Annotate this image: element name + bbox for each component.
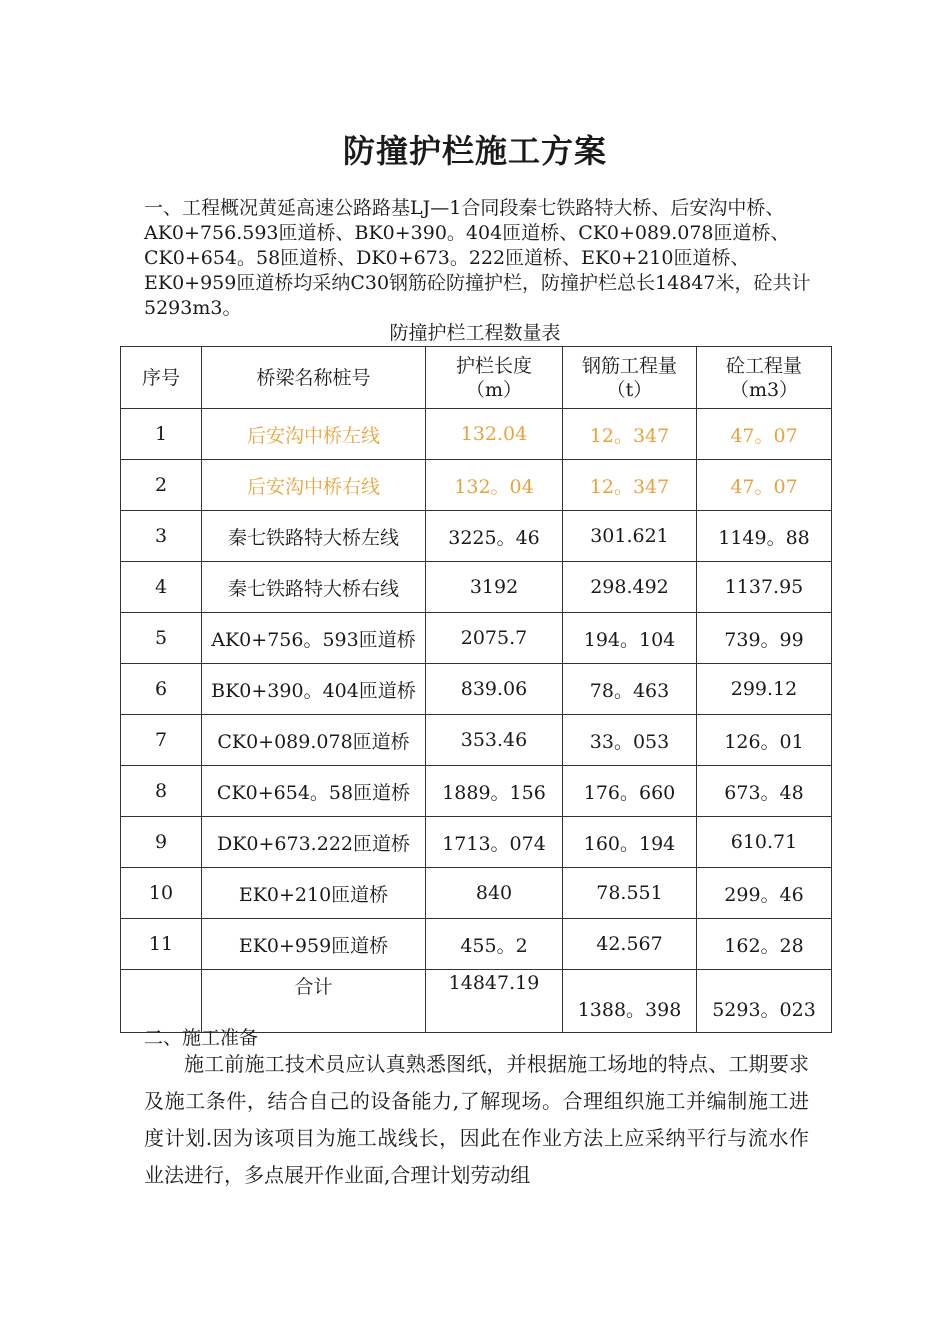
cell-concrete: 299.12 — [697, 664, 832, 715]
page-title: 防撞护栏施工方案 — [342, 132, 607, 170]
header-concrete-text: 砼工程量（m3） — [725, 354, 802, 401]
header-bridge-name: 桥梁名称桩号 — [202, 347, 426, 409]
cell-length: 3192 — [426, 562, 563, 613]
cell-steel: 78。463 — [563, 664, 697, 715]
table-row — [121, 868, 832, 919]
cell-concrete: 673。48 — [697, 766, 832, 817]
preparation-paragraph: 施工前施工技术员应认真熟悉图纸，并根据施工场地的特点、工期要求及施工条件，结合自己的设备能力,了解现场。合理组织施工并编制施工进度计划.因为该项目为施工战线长，因此在作业方法上应采纳平行与流水作业法进行，多点展开作业面,合理计划劳动组 — [144, 1052, 809, 1187]
total-label: 合计 — [202, 970, 426, 1033]
cell-concrete: 739。99 — [697, 613, 832, 664]
table-total-row — [121, 970, 832, 1033]
table-row — [121, 511, 832, 562]
cell-steel: 194。104 — [563, 613, 697, 664]
cell-steel: 176。660 — [563, 766, 697, 817]
cell-length: 840 — [426, 868, 563, 919]
cell-length: 2075.7 — [426, 613, 563, 664]
cell-no: 7 — [121, 715, 202, 766]
cell-bridge-name: BK0+390。404匝道桥 — [202, 664, 426, 715]
table-row — [121, 664, 832, 715]
cell-bridge-name: CK0+089.078匝道桥 — [202, 715, 426, 766]
cell-bridge-name: EK0+959匝道桥 — [202, 919, 426, 970]
cell-no: 5 — [121, 613, 202, 664]
cell-length: 1713。074 — [426, 817, 563, 868]
cell-concrete: 47。07 — [697, 409, 832, 460]
header-length — [426, 347, 563, 409]
table-row — [121, 460, 832, 511]
cell-length: 839.06 — [426, 664, 563, 715]
cell-no: 6 — [121, 664, 202, 715]
cell-no: 1 — [121, 409, 202, 460]
section-heading-preparation: 二、施工准备 — [144, 1027, 259, 1049]
cell-bridge-name: 后安沟中桥左线 — [202, 409, 426, 460]
cell-steel: 12。347 — [563, 460, 697, 511]
table-row — [121, 562, 832, 613]
cell-bridge-name: 后安沟中桥右线 — [202, 460, 426, 511]
header-concrete — [697, 347, 832, 409]
table-caption: 防撞护栏工程数量表 — [389, 322, 561, 344]
cell-no: 9 — [121, 817, 202, 868]
table-row — [121, 613, 832, 664]
cell-steel: 78.551 — [563, 868, 697, 919]
cell-no: 2 — [121, 460, 202, 511]
cell-length: 1889。156 — [426, 766, 563, 817]
cell-bridge-name: CK0+654。58匝道桥 — [202, 766, 426, 817]
cell-bridge-name: AK0+756。593匝道桥 — [202, 613, 426, 664]
cell-concrete: 1137.95 — [697, 562, 832, 613]
cell-bridge-name: DK0+673.222匝道桥 — [202, 817, 426, 868]
table-row — [121, 766, 832, 817]
total-steel: 1388。398 — [563, 970, 697, 1033]
cell-concrete: 1149。88 — [697, 511, 832, 562]
header-steel-text: 钢筋工程量（t） — [581, 354, 677, 401]
cell-bridge-name: 秦七铁路特大桥右线 — [202, 562, 426, 613]
table-row — [121, 817, 832, 868]
header-steel — [563, 347, 697, 409]
cell-steel: 301.621 — [563, 511, 697, 562]
cell-bridge-name: 秦七铁路特大桥左线 — [202, 511, 426, 562]
cell-no: 3 — [121, 511, 202, 562]
table-row — [121, 919, 832, 970]
table-row — [121, 715, 832, 766]
cell-steel: 33。053 — [563, 715, 697, 766]
cell-length: 455。2 — [426, 919, 563, 970]
header-length-text: 护栏长度（m） — [455, 354, 532, 401]
total-length: 14847.19 — [426, 970, 563, 1033]
cell-steel: 160。194 — [563, 817, 697, 868]
guardrail-quantity-table — [120, 346, 832, 1033]
cell-concrete: 47。07 — [697, 460, 832, 511]
cell-no: 10 — [121, 868, 202, 919]
cell-steel: 42.567 — [563, 919, 697, 970]
cell-length: 3225。46 — [426, 511, 563, 562]
cell-concrete: 610.71 — [697, 817, 832, 868]
cell-no: 11 — [121, 919, 202, 970]
header-no: 序号 — [121, 347, 202, 409]
cell-no: 4 — [121, 562, 202, 613]
cell-concrete: 126。01 — [697, 715, 832, 766]
cell-length: 132.04 — [426, 409, 563, 460]
cell-concrete: 299。46 — [697, 868, 832, 919]
cell-steel: 298.492 — [563, 562, 697, 613]
cell-concrete: 162。28 — [697, 919, 832, 970]
cell-bridge-name: EK0+210匝道桥 — [202, 868, 426, 919]
cell-length: 132。04 — [426, 460, 563, 511]
total-concrete: 5293。023 — [697, 970, 832, 1033]
total-empty-cell — [121, 970, 202, 1033]
cell-no: 8 — [121, 766, 202, 817]
cell-steel: 12。347 — [563, 409, 697, 460]
table-row — [121, 409, 832, 460]
cell-length: 353.46 — [426, 715, 563, 766]
table-header-row — [121, 347, 832, 409]
project-overview-paragraph: 一、工程概况黄延高速公路路基LJ—1合同段秦七铁路特大桥、后安沟中桥、AK0+756.593匝道桥、BK0+390。404匝道桥、CK0+089.078匝道桥、CK0+654。58匝道桥、DK0+673。222匝道桥、EK0+210匝道桥、EK0+959匝道桥均采纳C30钢筋砼防撞护栏，防撞护栏总长14847米，砼共计5293m3。 — [144, 197, 811, 319]
